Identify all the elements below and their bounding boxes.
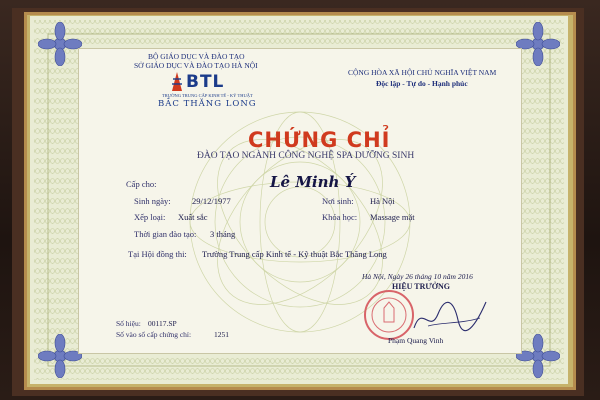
dob-label: Sinh ngày: xyxy=(134,196,171,206)
duration-value: 3 tháng xyxy=(210,229,236,239)
handwritten-signature xyxy=(410,296,490,336)
place-date: Hà Nội, Ngày 26 tháng 10 năm 2016 xyxy=(362,272,473,281)
ministry-name: BỘ GIÁO DỤC VÀ ĐÀO TẠO xyxy=(148,52,245,61)
grade-label: Xếp loại: xyxy=(134,212,166,222)
serial-number-value: 00117.SP xyxy=(148,319,177,328)
national-motto: Độc lập - Tự do - Hạnh phúc xyxy=(376,79,468,88)
certificate-subtitle: ĐÀO TẠO NGÀNH CÔNG NGHỆ SPA DƯỠNG SINH xyxy=(197,151,415,161)
corner-ornament-bottom-left xyxy=(38,334,82,378)
register-number-label: Số vào sổ cấp chứng chỉ: xyxy=(116,330,192,339)
course-label: Khóa học: xyxy=(322,212,358,222)
certificate-paper xyxy=(30,16,568,384)
department-name: SỞ GIÁO DỤC VÀ ĐÀO TẠO HÀ NỘI xyxy=(134,61,258,70)
birthplace-value: Hà Nội xyxy=(370,196,395,206)
corner-ornament-top-right xyxy=(516,22,560,66)
recipient-name: Lê Minh Ý xyxy=(270,173,356,191)
birthplace-label: Nơi sinh: xyxy=(322,196,354,206)
country-name: CỘNG HÒA XÃ HỘI CHỦ NGHĨA VIỆT NAM xyxy=(348,68,497,77)
official-stamp-icon xyxy=(362,288,416,342)
serial-number-label: Số hiệu: xyxy=(116,319,141,328)
issued-to-label: Cấp cho: xyxy=(126,179,157,189)
council-label: Tại Hội đồng thi: xyxy=(128,249,187,259)
council-value: Trường Trung cấp Kinh tế - Kỹ thuật Bắc Thăng Long xyxy=(202,249,387,259)
corner-ornament-bottom-right xyxy=(516,334,560,378)
signer-name: Phạm Quang Vinh xyxy=(388,336,444,345)
grade-value: Xuất sắc xyxy=(178,212,208,222)
course-value: Massage mặt xyxy=(370,212,415,222)
school-fullname-small: TRƯỜNG TRUNG CẤP KINH TẾ - KỸ THUẬT xyxy=(162,93,253,98)
corner-ornament-top-left xyxy=(38,22,82,66)
school-short-name: BẮC THĂNG LONG xyxy=(158,99,257,109)
register-number-value: 1251 xyxy=(214,330,229,339)
school-logo-icon xyxy=(170,71,184,93)
dob-value: 29/12/1977 xyxy=(192,196,231,206)
certificate-title: CHỨNG CHỈ xyxy=(248,128,391,152)
signer-role: HIỆU TRƯỞNG xyxy=(392,282,451,291)
logo-text: BTL xyxy=(186,72,225,92)
duration-label: Thời gian đào tạo: xyxy=(134,229,197,239)
